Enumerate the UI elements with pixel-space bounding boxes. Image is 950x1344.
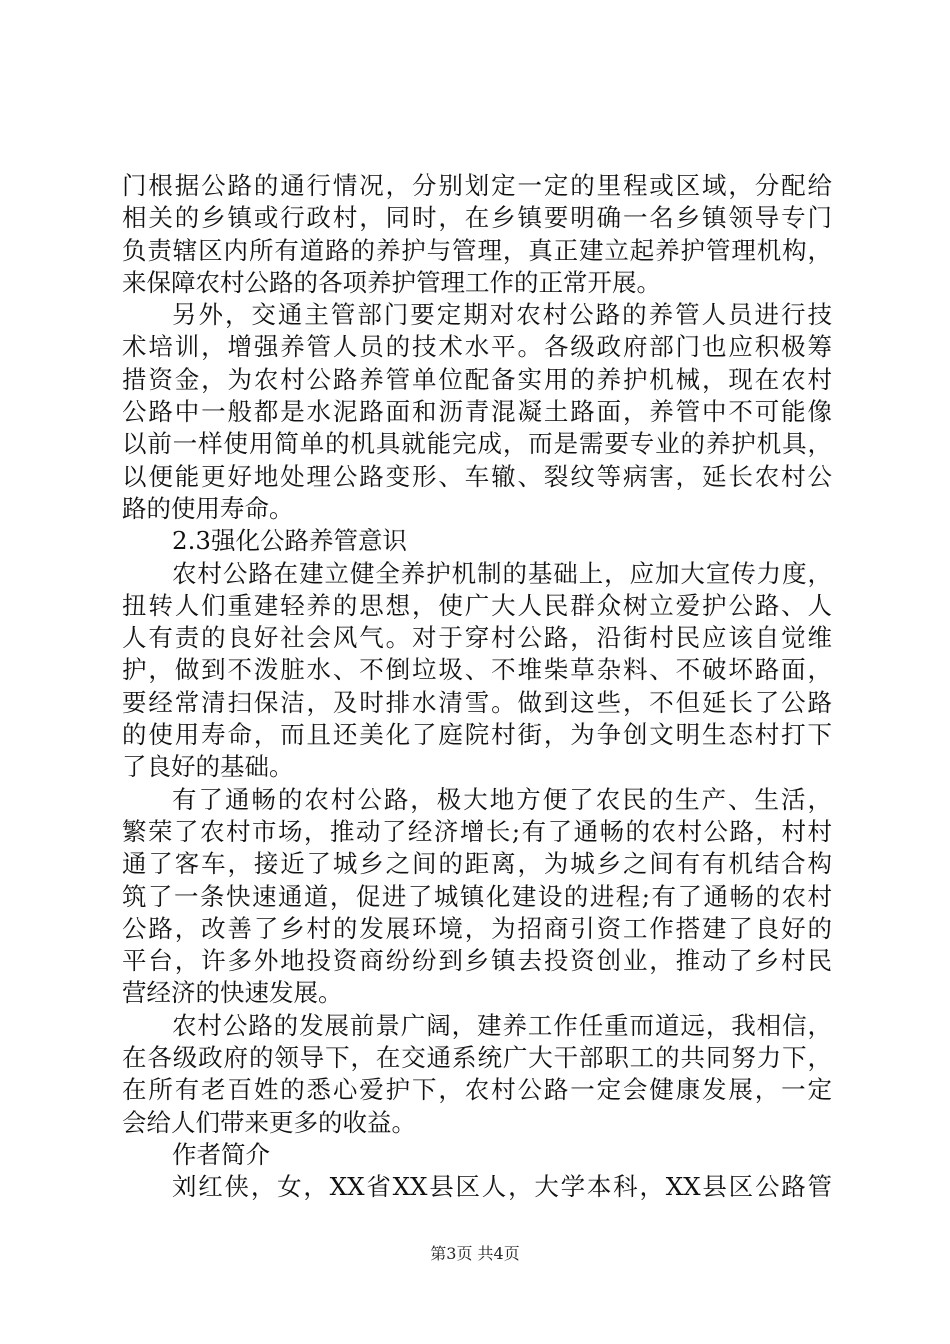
text-line: 扭转人们重建轻养的思想，使广大人民群众树立爱护公路、人 [122,590,832,620]
text-line: 会给人们带来更多的收益。 [122,1107,416,1137]
text-line: 另外，交通主管部门要定期对农村公路的养管人员进行技 [172,300,832,330]
section-heading [122,525,832,557]
text-line: 相关的乡镇或行政村，同时，在乡镇要明确一名乡镇领导专门 [122,203,832,233]
text-line: 在各级政府的领导下，在交通系统广大干部职工的共同努力下， [122,1043,832,1073]
text-line: 公路，改善了乡村的发展环境，为招商引资工作搭建了良好的 [122,913,832,943]
text-line: 公路中一般都是水泥路面和沥青混凝土路面，养管中不可能像 [122,397,832,427]
text-line: 在所有老百姓的悉心爱护下，农村公路一定会健康发展，一定 [122,1075,832,1105]
text-line: 平台，许多外地投资商纷纷到乡镇去投资创业，推动了乡村民 [122,946,832,976]
text-line: 术培训，增强养管人员的技术水平。各级政府部门也应积极筹 [122,332,832,362]
text-line: 人有责的良好社会风气。对于穿村公路，沿街村民应该自觉维 [122,623,832,653]
paragraph [122,299,832,525]
text-line: 2.3强化公路养管意识 [172,526,407,556]
text-line: 要经常清扫保洁，及时排水清雪。做到这些，不但延长了公路 [122,687,832,717]
text-line: 筑了一条快速通道，促进了城镇化建设的进程;有了通畅的农村 [122,881,832,911]
paragraph [122,558,832,784]
text-line: 的使用寿命，而且还美化了庭院村街，为争创文明生态村打下 [122,720,832,750]
text-line: 刘红侠，女，XX省XX县区人，大学本科，XX县区公路管 [172,1172,832,1202]
text-line: 路的使用寿命。 [122,493,294,523]
document-body [122,170,832,1204]
text-line: 繁荣了农村市场，推动了经济增长;有了通畅的农村公路，村村 [122,816,832,846]
text-line: 通了客车，接近了城乡之间的距离，为城乡之间有有机结合构 [122,849,832,879]
text-line: 措资金，为农村公路养管单位配备实用的养护机械，现在农村 [122,364,832,394]
text-line: 护，做到不泼脏水、不倒垃圾、不堆柴草杂料、不破坏路面， [122,655,832,685]
paragraph [122,1010,832,1139]
text-line: 负责辖区内所有道路的养护与管理，真正建立起养护管理机构， [122,235,832,265]
text-line: 有了通畅的农村公路，极大地方便了农民的生产、生活， [172,784,832,814]
text-line: 以前一样使用简单的机具就能完成，而是需要专业的养护机具， [122,429,832,459]
text-line: 了良好的基础。 [122,752,294,782]
page-footer [0,1241,950,1264]
paragraph [122,784,832,1010]
text-line: 来保障农村公路的各项养护管理工作的正常开展。 [122,267,661,297]
page-number-label: 第3页 共4页 [430,1244,520,1263]
text-line: 以便能更好地处理公路变形、车辙、裂纹等病害，延长农村公 [122,461,832,491]
paragraph [122,1171,832,1203]
text-line: 农村公路在建立健全养护机制的基础上，应加大宣传力度， [172,558,832,588]
paragraph [122,170,832,299]
text-line: 作者简介 [172,1139,270,1169]
text-line: 农村公路的发展前景广阔，建养工作任重而道远，我相信， [172,1010,832,1040]
text-line: 门根据公路的通行情况，分别划定一定的里程或区域，分配给 [122,171,832,200]
section-heading [122,1139,832,1171]
text-line: 营经济的快速发展。 [122,978,343,1008]
